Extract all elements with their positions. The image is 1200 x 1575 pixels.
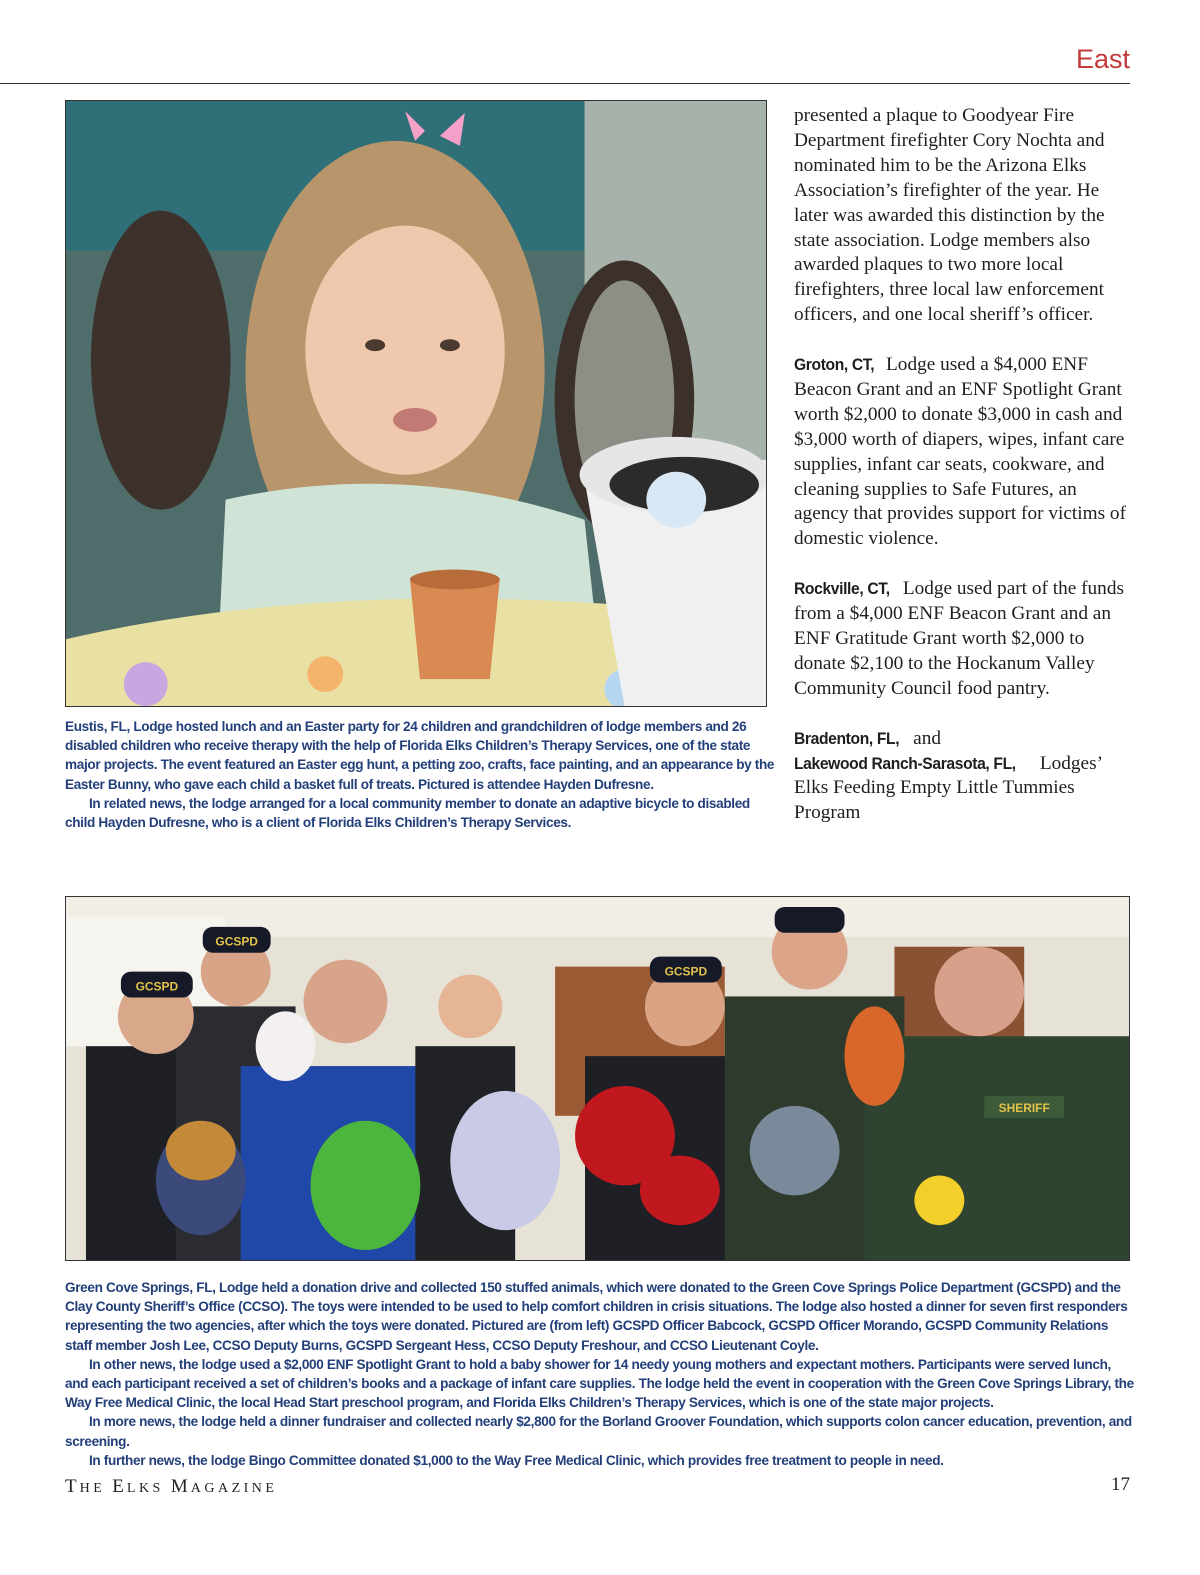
footer-title-t: T [65, 1476, 80, 1497]
caption-eustis-text: Lodge hosted lunch and an Easter party for 24 children and grandchildren of lodge members and 26 disabled children who receive therapy with the help of Florida Elks Children’s Therapy Services, one of the state major projects. The event featured an Easter egg hunt, a petting zoo, crafts, face painting, and an appearance by the Easter Bunny, who gave each child a basket full of treats. Pictured is attendee Hayden Dufresne. [65, 719, 775, 792]
lodge-label-groton: Groton, CT, [794, 355, 875, 375]
article-body [794, 104, 1134, 851]
lodge-label-lakewood: Lakewood Ranch-Sarasota, FL, [794, 753, 1016, 773]
caption-green-cove-springs [65, 1278, 1135, 1470]
caption-gcs-text: Lodge held a donation drive and collected 150 stuffed animals, which were donated to the Green Cove Springs Police Department (GCSPD) and the Clay County Sheriff’s Office (CCSO). The toys were intended to be used to help comfort children in crisis situations. The lodge also hosted a dinner for seven first responders representing the two agencies, after which the toys were donated. Pictured are (from left) GCSPD Officer Babcock, GCSPD Officer Morando, GCSPD Community Relations staff member Josh Lee, CCSO Deputy Burns, GCSPD Sergeant Hess, CCSO Deputy Freshour, and CCSO Lieutenant Coyle. [65, 1280, 1128, 1353]
caption-gcs-other-news: In other news, the lodge used a $2,000 ENF Spotlight Grant to hold a baby shower for 14 needy young mothers and expectant mothers. Participants were served lunch, and each participant received a set of children’s books and a package of infant care supplies. The lodge held the event in cooperation with the Green Cove Springs Library, the Way Free Medical Clinic, the local Head Start preschool program, and Florida Elks Children’s Therapy Services, which is one of the state major projects. [65, 1356, 1134, 1411]
lodge-label-rockville: Rockville, CT, [794, 579, 890, 599]
footer-title-m: M [170, 1476, 191, 1497]
footer-magazine-title [65, 1476, 277, 1498]
article-paragraph-goodyear: presented a plaque to Goodyear Fire Department firefighter Cory Nochta and nominated him to be the Arizona Elks Association’s firefighter of the year. He later was awarded this distinction by the state association. Lodge members also awarded plaques to two more local firefighters, three local law enforcement officers, and one local sheriff’s officer. [794, 105, 1105, 326]
header-rule [0, 83, 1130, 84]
article-text-rockville: Lodge used part of the funds from a $4,000 ENF Beacon Grant and an ENF Gratitude Grant worth $2,000 to donate $2,100 to the Hockanum Valley Community Council food pantry. [794, 578, 1124, 699]
caption-eustis-related: In related news, the lodge arranged for a local community member to donate an adaptive bicycle to disabled child Hayden Dufresne, who is a client of Florida Elks Children’s Therapy Services. [65, 795, 750, 831]
cap-badge-text-1: GCSPD [135, 979, 179, 994]
article-paragraph-bradenton [794, 727, 1134, 827]
photo-easter-party [65, 100, 767, 707]
caption-gcs-label: Green Cove Springs, FL, [65, 1280, 216, 1295]
cap-badge-text-2: GCSPD [215, 934, 258, 949]
footer-title-agazine: AGAZINE [190, 1481, 278, 1496]
caption-gcs-more-news: In more news, the lodge held a dinner fundraiser and collected nearly $2,800 for the Borland Groover Foundation, which supports colon cancer education, prevention, and screening. [65, 1414, 1132, 1449]
article-paragraph-groton [794, 353, 1134, 552]
article-text-groton: Lodge used a $4,000 ENF Beacon Grant and an ENF Spotlight Grant worth $2,000 to donate $3,000 in cash and $3,000 worth of diapers, wipes, infant care supplies, infant car seats, cookware, and cleaning supplies to Safe Futures, an agency that provides support for victims of domestic violence. [794, 354, 1126, 550]
sheriff-patch-text: SHERIFF [998, 1100, 1050, 1115]
caption-gcs-paragraph [65, 1278, 1135, 1355]
caption-eustis-label: Eustis, FL, [65, 719, 130, 734]
caption-eustis [65, 717, 775, 832]
footer-title-e: E [112, 1476, 127, 1497]
cap-badge-text-3: GCSPD [664, 964, 708, 979]
article-paragraph-rockville [794, 577, 1134, 702]
caption-eustis-paragraph [65, 717, 775, 794]
caption-gcs-further-news: In further news, the lodge Bingo Committee donated $1,000 to the Way Free Medical Clinic, which provides free treatment to people in need. [89, 1452, 944, 1468]
article-text-and: and [908, 727, 942, 749]
photo-stuffed-animal-donation [65, 896, 1130, 1261]
lodge-label-bradenton: Bradenton, FL, [794, 728, 900, 748]
article-text-bradenton: Lodges’ Elks Feeding Empty Little Tummies Program [794, 752, 1102, 824]
footer-title-he: HE [79, 1481, 113, 1496]
photo-donation-illustration [66, 897, 1129, 1260]
section-label: East [1075, 44, 1130, 74]
photo-easter-party-illustration [66, 101, 766, 706]
footer-title-lks: LKS [126, 1481, 171, 1496]
page-number: 17 [1111, 1474, 1130, 1495]
